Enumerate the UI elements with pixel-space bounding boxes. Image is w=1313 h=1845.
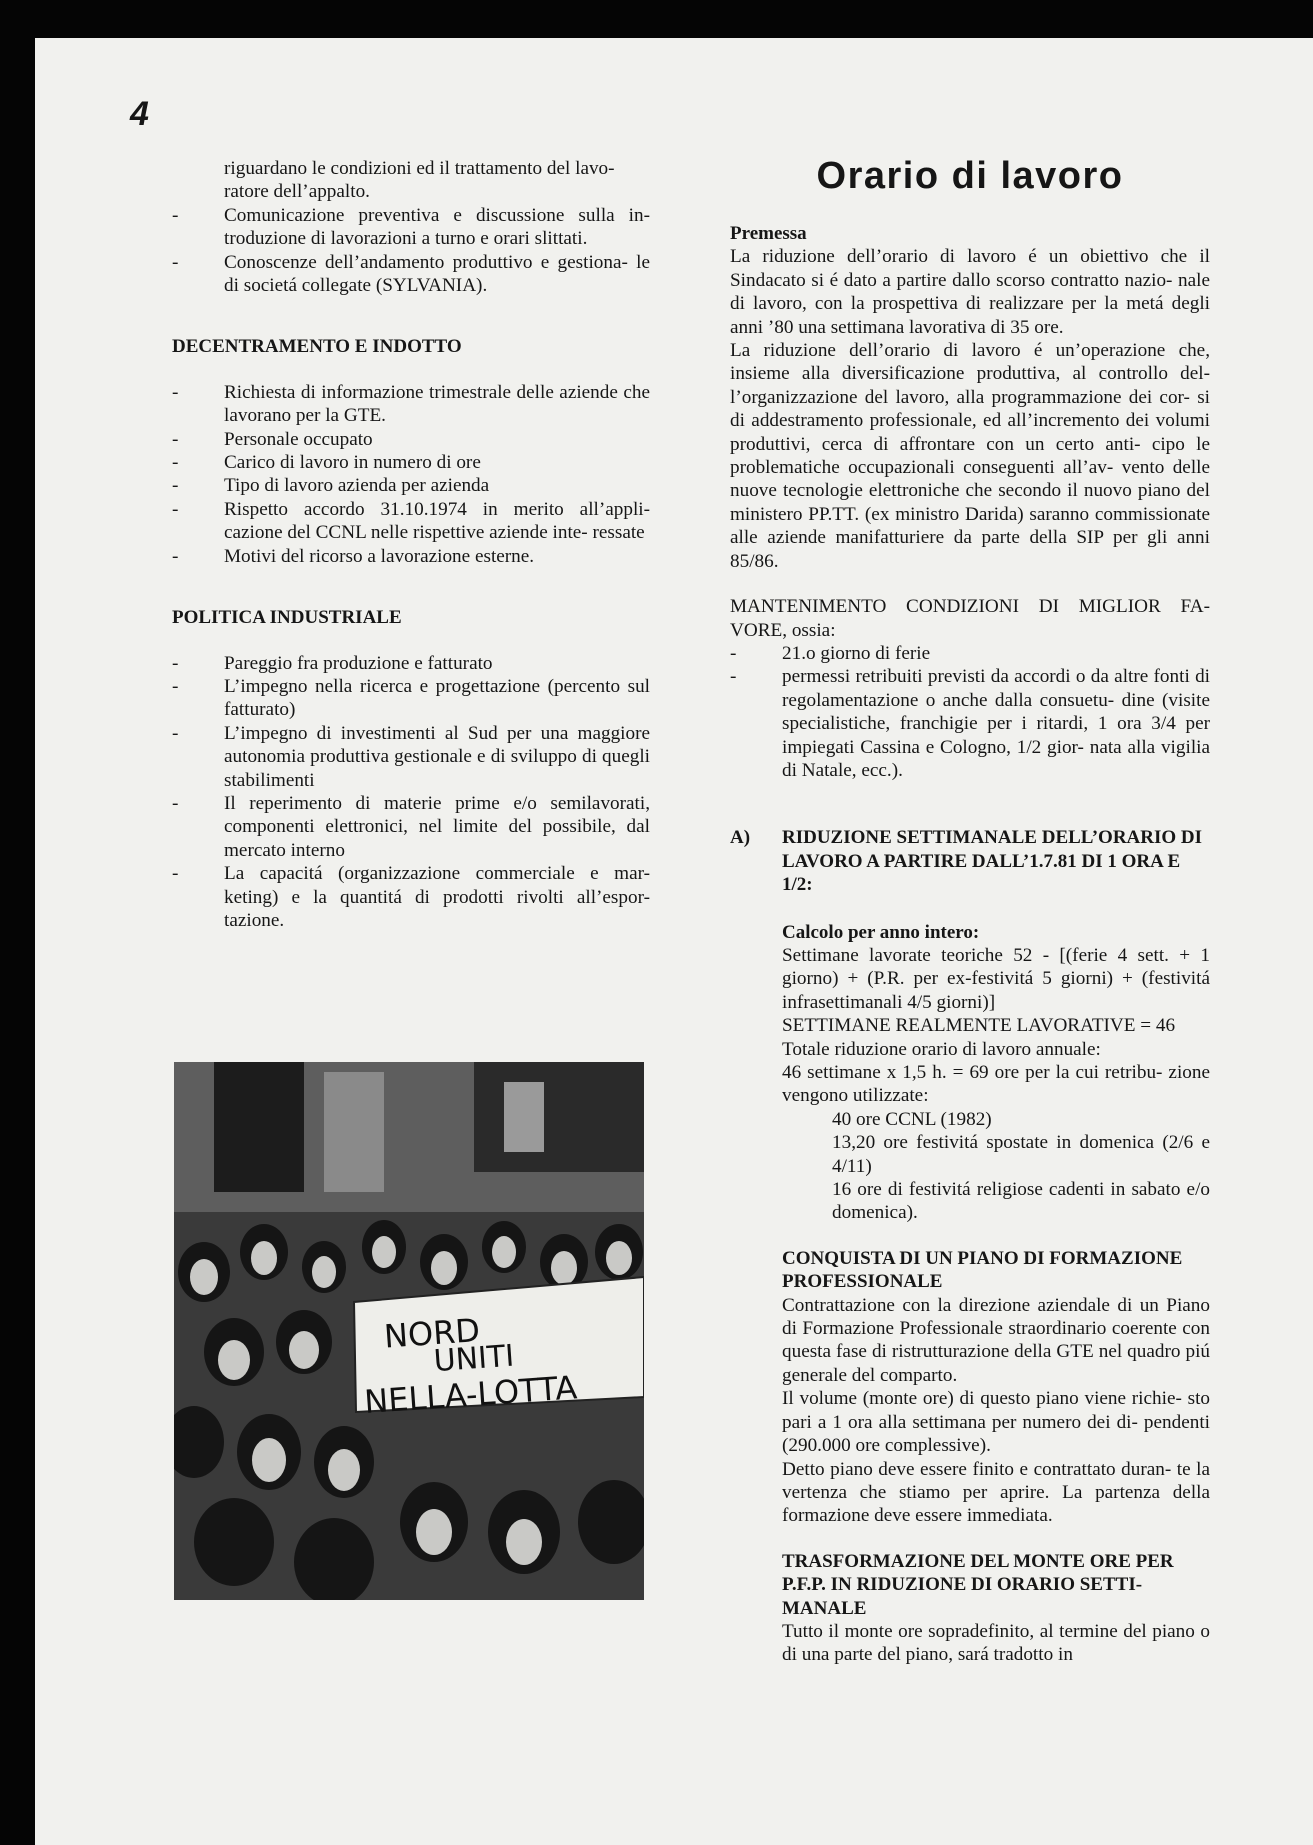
utilizzo-item: 16 ore di festivitá religiose cadenti in sabato e/o domenica). [832,1179,1210,1224]
list-item: - Pareggio fra produzione e fatturato [172,652,650,675]
page-title: Orario di lavoro [816,155,1124,197]
list-item: - Personale occupato [172,428,650,451]
right-column [730,157,1210,1667]
sign-line-2: UNITI [432,1338,516,1380]
list-item: - Rispetto accordo 31.10.1974 in merito all’appli- cazione del CCNL nelle rispettive aziende inte- ressate [172,498,650,545]
list-item: - Comunicazione preventiva e discussione sulla in- troduzione di lavorazioni a turno e orari slittati. [172,204,650,251]
utilizzo-item: 40 ore CCNL (1982) [832,1108,992,1130]
conquista-paragraph-1: Contrattazione con la direzione aziendale di un Piano di Formazione Professionale straordinario coerente con questa fase di ristrutturazione della GTE nel quadro piú generale del comparto. [782,1294,1210,1386]
conquista-paragraph-3: Detto piano deve essere finito e contrattato duran- te la vertenza che stiamo per aprire. La partenza della formazione deve essere immediata. [782,1458,1210,1527]
protest-photo [174,1062,644,1600]
list-item: - La capacitá (organizzazione commerciale e mar- keting) e la quantitá di prodotti rivolti all’espor- tazione. [172,862,650,932]
politica-heading: POLITICA INDUSTRIALE [172,607,402,629]
intro-line-2: ratore dell’appalto. [224,181,370,203]
list-item: - Conoscenze dell’andamento produttivo e gestiona- le di societá collegate (SYLVANIA). [172,251,650,298]
conquista-heading: CONQUISTA DI UN PIANO DI FORMAZIONE PROFESSIONALE [782,1247,1183,1293]
trasformazione-paragraph-1: Tutto il monte ore sopradefinito, al termine del piano o di una parte del piano, sará tradotto in [782,1620,1210,1666]
section-a-heading: RIDUZIONE SETTIMANALE DELL’ORARIO DI LAVORO A PARTIRE DALL’1.7.81 DI 1 ORA E 1/2: [782,827,1203,896]
decentramento-heading: DECENTRAMENTO E INDOTTO [172,336,462,358]
list-item: - Il reperimento di materie prime e/o semilavorati, componenti elettronici, nel limite del possibile, dal mercato interno [172,792,650,862]
list-item: - 21.o giorno di ferie [730,642,1210,665]
premessa-paragraph-1: La riduzione dell’orario di lavoro é un obiettivo che il Sindacato si é dato a partire dallo scorso contratto nazio- nale di lavoro, con la prospettiva di realizzare per la metá degli anni ’80 una settimana lavorativa di 35 ore. [730,246,1210,338]
utilizzo-list [782,1108,1210,1225]
list-item: - L’impegno di investimenti al Sud per una maggiore autonomia produttiva gestionale e di sviluppo di quegli stabilimenti [172,722,650,792]
premessa-heading: Premessa [730,223,807,244]
calcolo-paragraph-3: Totale riduzione orario di lavoro annuale: [782,1038,1101,1060]
list-item: - Tipo di lavoro azienda per azienda [172,474,650,497]
premessa-paragraph-2: La riduzione dell’orario di lavoro é un’operazione che, insieme alla diversificazione produttiva, al controllo del- l’organizzazione del lavoro, alla programmazione dei cor- si di addestramento professionale, ed all’incremento dei volumi produttivi, cerca di affrontare con un certo anti- cipo le problematiche occupazionali conseguenti all’av- vento delle nuove tecnologie elettroniche che secondo il nuovo piano del ministero PP.TT. (ex ministro Darida) saranno commissionate alle aziende manifatturiere da parte della SIP per gli anni 85/86. [730,340,1210,572]
section-a-mark: A) [730,827,751,849]
intro-line-1: riguardano le condizioni ed il trattamento del lavo- [224,158,615,179]
mantenimento-list [730,642,1210,782]
calcolo-paragraph-2: SETTIMANE REALMENTE LAVORATIVE = 46 [782,1015,1176,1037]
sign-line-3: NELLA-LOTTA [363,1368,579,1422]
calcolo-paragraph-4: 46 settimane x 1,5 h. = 69 ore per la cui retribu- zione vengono utilizzate: [782,1062,1210,1107]
list-item: - Carico di lavoro in numero di ore [172,451,650,474]
calcolo-paragraph-1: Settimane lavorate teoriche 52 - [(ferie 4 sett. + 1 giorno) + (P.R. per ex-festivitá 5 giorni) + (festivitá infrasettimanali 4/5 giorni)] [782,944,1210,1013]
sign-line-1: NORD [382,1311,482,1356]
page-number: 4 [130,95,149,133]
intro-list [172,204,650,298]
politica-list [172,652,650,933]
conquista-paragraph-2: Il volume (monte ore) di questo piano viene richie- sto pari a 1 ora alla settimana per numero dei di- pendenti (290.000 ore complessive). [782,1388,1210,1457]
utilizzo-item: 13,20 ore festivitá spostate in domenica (2/6 e 4/11) [832,1132,1210,1177]
list-item: - L’impegno nella ricerca e progettazione (percento sul fatturato) [172,675,650,722]
trasformazione-heading: TRASFORMAZIONE DEL MONTE ORE PER P.F.P. IN RIDUZIONE DI ORARIO SETTI- MANALE [782,1550,1174,1619]
list-item: - permessi retribuiti previsti da accordi o da altre fonti di regolamentazione o anche dalla consuetu- dine (visite specialistiche, franchigie per i ritardi, 1 ora 3/4 per impiegati Cassina e Cologno, 1/2 gior- nata alla vigilia di Natale, ecc.). [730,665,1210,782]
calcolo-heading: Calcolo per anno intero: [782,921,980,943]
mantenimento-intro: MANTENIMENTO CONDIZIONI DI MIGLIOR FA- VORE, ossia: [730,596,1210,641]
decentramento-list [172,381,650,568]
list-item: - Richiesta di informazione trimestrale delle aziende che lavorano per la GTE. [172,381,650,428]
list-item: - Motivi del ricorso a lavorazione esterne. [172,545,650,568]
section-a [730,826,1210,1666]
left-column [172,157,650,932]
